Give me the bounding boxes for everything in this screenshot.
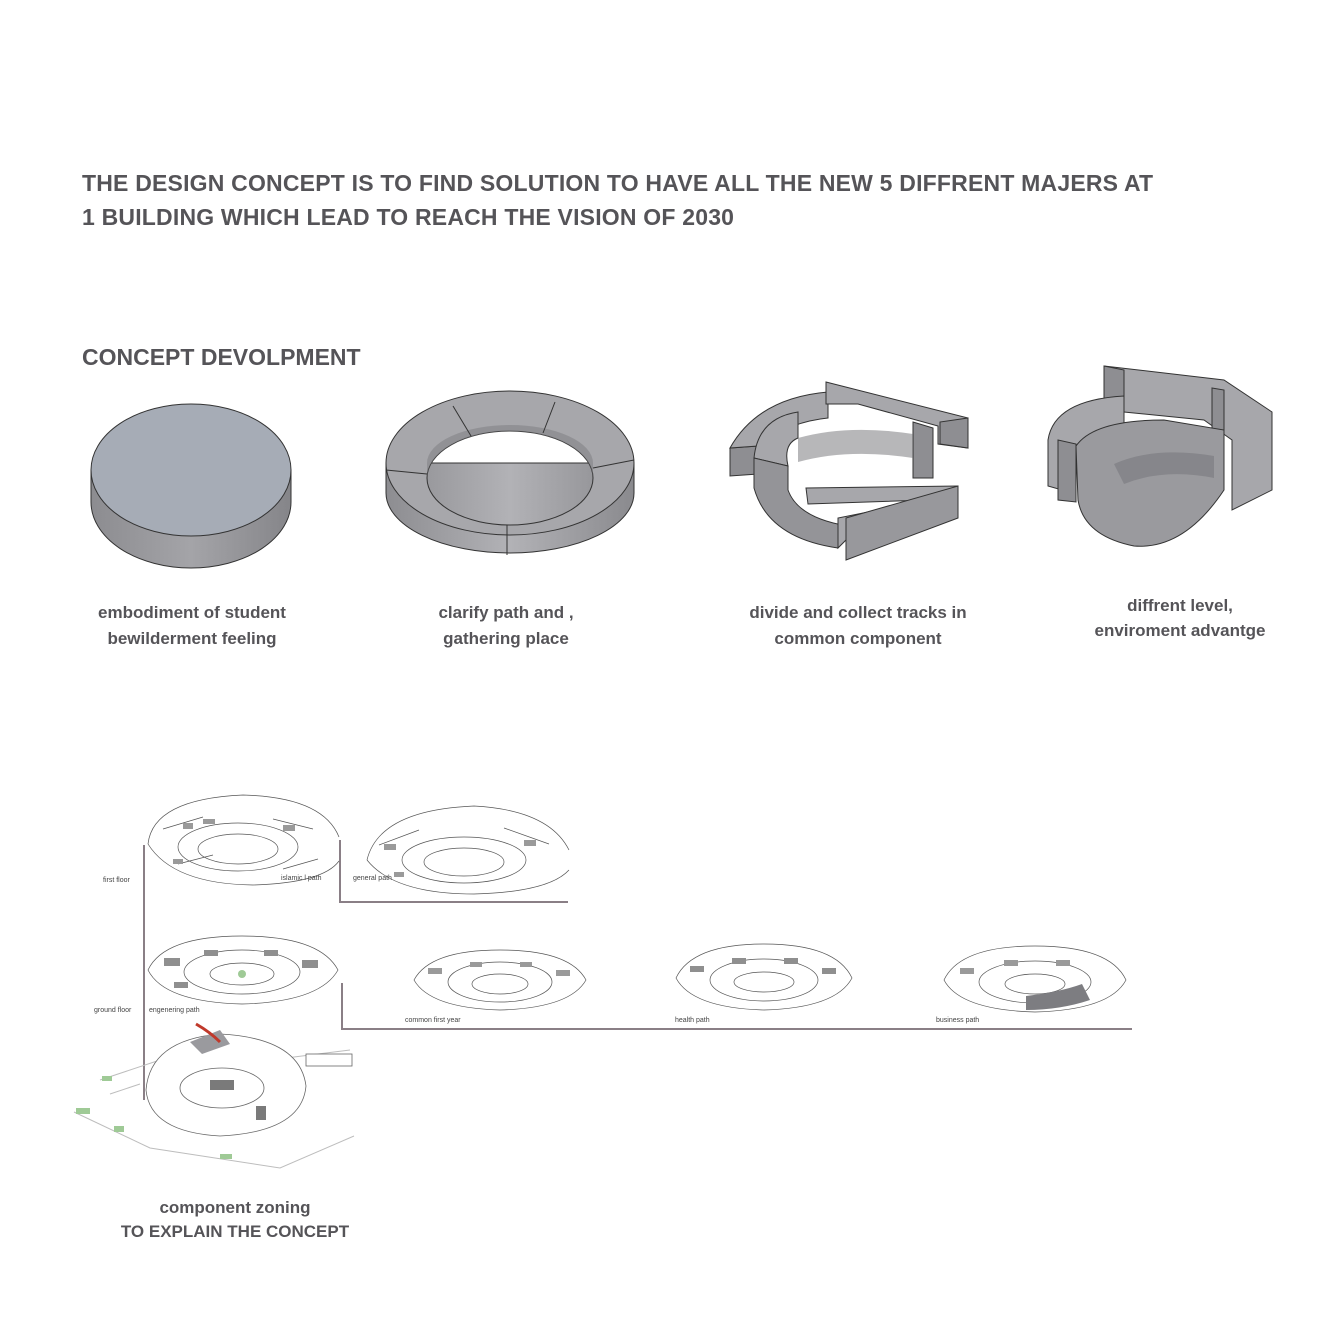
first-floor-general-path-plan xyxy=(364,800,574,898)
business-path-label: business path xyxy=(936,1017,980,1024)
concept-statement-line-1: THE DESIGN CONCEPT IS TO FIND SOLUTION TO HAVE ALL THE NEW 5 DIFFRENT MAJERS AT xyxy=(82,170,1154,196)
common-first-year-label: common first year xyxy=(405,1017,461,1024)
component-zoning-caption-line-2: TO EXPLAIN THE CONCEPT xyxy=(120,1222,350,1241)
first-floor-islamic-path-plan xyxy=(143,789,343,889)
ground-floor-health-path-plan xyxy=(672,938,856,1014)
first-floor-label: first floor xyxy=(103,877,130,884)
concept-step-3-caption-line-1: divide and collect tracks in xyxy=(749,603,967,622)
site-model xyxy=(70,1020,362,1170)
concept-development-title: CONCEPT DEVOLPMENT xyxy=(82,344,361,370)
ground-floor-engineering-path-plan xyxy=(144,930,340,1006)
concept-step-1-caption-line-2: bewilderment feeling xyxy=(107,629,277,648)
concept-step-1-caption-line-1: embodiment of student xyxy=(98,603,286,622)
islamic-path-label: islamic l path xyxy=(281,875,322,882)
concept-step-4-caption-line-2: enviroment advantge xyxy=(1094,621,1266,640)
ground-floor-common-first-year-plan xyxy=(410,944,590,1014)
health-path-label: health path xyxy=(675,1017,710,1024)
ground-floor-label: ground floor xyxy=(94,1007,132,1014)
concept-statement-line-2: 1 BUILDING WHICH LEAD TO REACH THE VISION OF 2030 xyxy=(82,204,735,230)
concept-step-3-caption-line-2: common component xyxy=(774,629,942,648)
ground-floor-business-path-plan xyxy=(940,940,1130,1016)
concept-step-4-caption-line-1: diffrent level, xyxy=(1127,596,1233,615)
concept-step-2-caption-line-2: gathering place xyxy=(443,629,569,648)
component-zoning-caption-line-1: component zoning xyxy=(159,1198,311,1217)
general-path-label: general path xyxy=(353,875,392,882)
concept-step-2-caption-line-1: clarify path and , xyxy=(438,603,574,622)
component-zoning-caption xyxy=(110,1196,360,1244)
engineering-path-label: engenering path xyxy=(149,1007,200,1014)
